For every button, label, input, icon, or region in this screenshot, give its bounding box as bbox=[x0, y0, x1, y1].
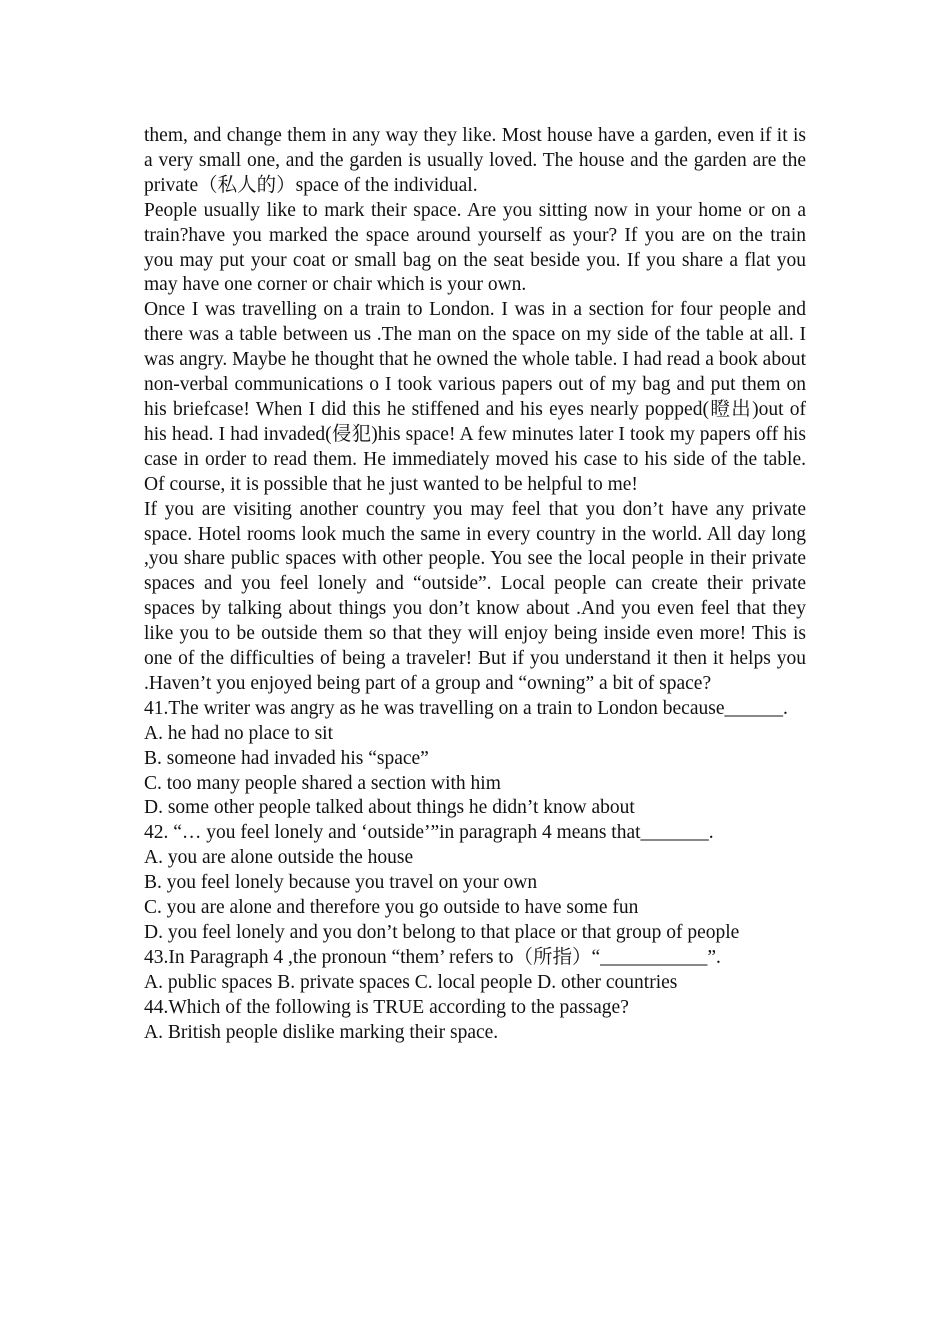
question-42-option-c: C. you are alone and therefore you go outside to have some fun bbox=[144, 897, 639, 919]
question-42-stem: 42. “… you feel lonely and ‘outside’”in paragraph 4 means that_______. bbox=[144, 822, 714, 844]
question-41-option-d: D. some other people talked about things he didn’t know about bbox=[144, 797, 635, 819]
passage-paragraph-4: If you are visiting another country you may feel that you don’t have any private space. Hotel rooms look much the same in every country in the world. All day long ,you share public spaces with other people. You see the local people in their private spaces and you feel lonely and “outside”. Local people can create their private spaces by talking about things you don’t know about .And you even feel that they like you to be outside them so that they will enjoy being inside even more! This is one of the difficulties of being a traveler! But if you understand it then it helps you .Haven’t you enjoyed being part of a group and “owning” a bit of space? bbox=[144, 498, 806, 694]
passage-paragraph-2: People usually like to mark their space. Are you sitting now in your home or on a train?have you marked the space around yourself as your? If you are on the train you may put your coat or small bag on the seat beside you. If you share a flat you may have one corner or chair which is your own. bbox=[144, 199, 806, 296]
question-43-stem: 43.In Paragraph 4 ,the pronoun “them’ refers to（所指）“___________”. bbox=[144, 946, 721, 968]
question-44-stem: 44.Which of the following is TRUE according to the passage? bbox=[144, 996, 629, 1018]
question-42-option-a: A. you are alone outside the house bbox=[144, 847, 414, 869]
question-41-option-c: C. too many people shared a section with him bbox=[144, 772, 501, 794]
question-44-option-a: A. British people dislike marking their space. bbox=[144, 1021, 499, 1043]
question-43-options: A. public spaces B. private spaces C. local people D. other countries bbox=[144, 971, 678, 993]
passage-paragraph-1: them, and change them in any way they like. Most house have a garden, even if it is a very small one, and the garden is usually loved. The house and the garden are the private（私人的）space of the individual. bbox=[144, 125, 806, 196]
document-page bbox=[144, 124, 806, 1046]
passage-paragraph-3: Once I was travelling on a train to London. I was in a section for four people and there was a table between us .The man on the space on my side of the table at all. I was angry. Maybe he thought that he owned the whole table. I had read a book about non-verbal communications o I took various papers out of my bag and put them on his briefcase! When I did this he stiffened and his eyes nearly popped(瞪出)out of his head. I had invaded(侵犯)his space! A few minutes later I took my papers off his case in order to read them. He immediately moved his case to his side of the table. Of course, it is possible that he just wanted to be helpful to me! bbox=[144, 299, 806, 495]
question-41-option-a: A. he had no place to sit bbox=[144, 722, 333, 744]
question-42-option-d: D. you feel lonely and you don’t belong to that place or that group of people bbox=[144, 922, 740, 943]
question-41-stem: 41.The writer was angry as he was travelling on a train to London because______. bbox=[144, 697, 788, 719]
question-41-option-b: B. someone had invaded his “space” bbox=[144, 747, 429, 769]
question-42-option-b: B. you feel lonely because you travel on your own bbox=[144, 872, 538, 894]
